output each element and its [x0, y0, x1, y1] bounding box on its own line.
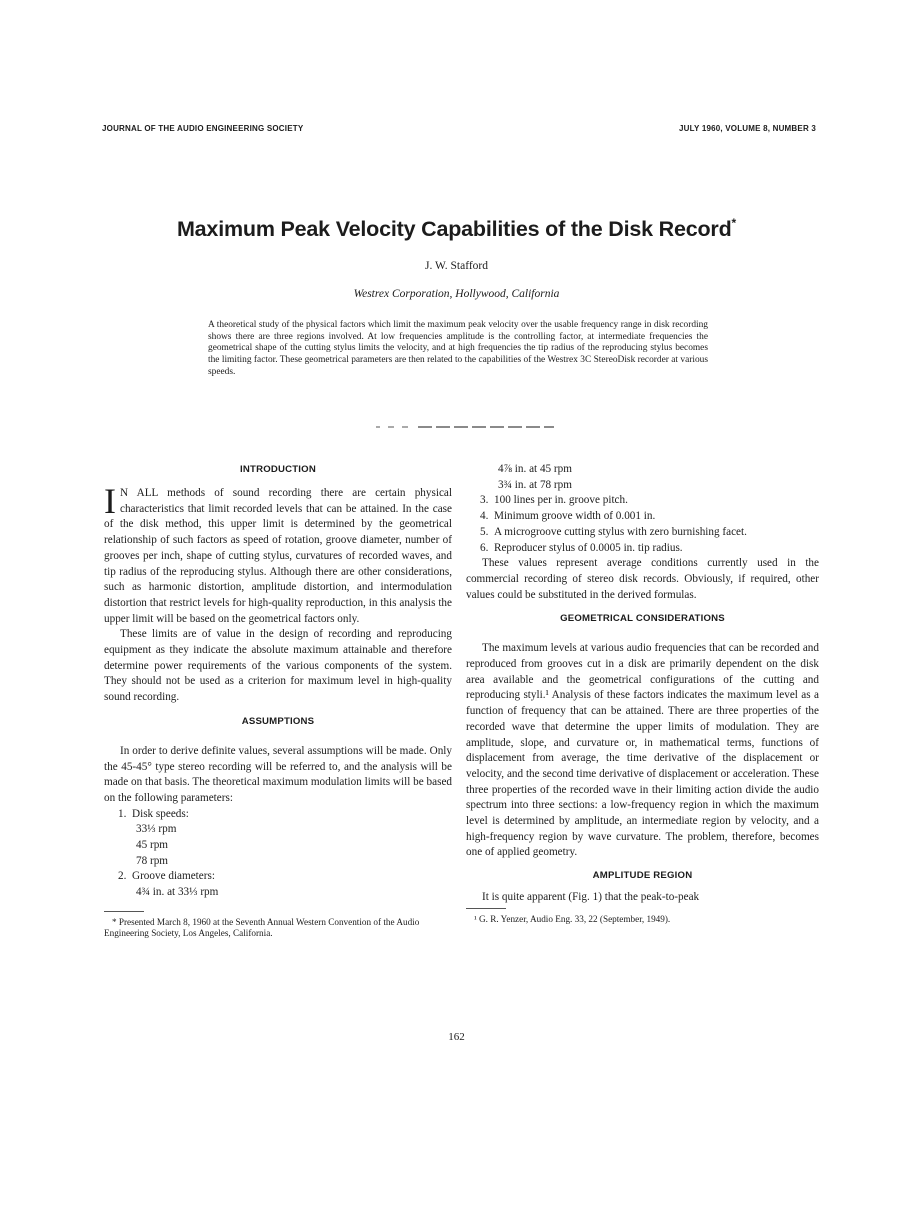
list-subitem: 4⅞ in. at 45 rpm: [498, 463, 572, 475]
list-item-text: Reproducer stylus of 0.0005 in. tip radius.: [494, 541, 683, 554]
title-text: Maximum Peak Velocity Capabilities of the Disk Record: [176, 217, 732, 241]
amplitude-paragraph-1: It is quite apparent (Fig. 1) that the peak-to-peak: [482, 891, 700, 904]
list-item-number: 5.: [480, 525, 489, 538]
list-item-number: 6.: [480, 541, 489, 554]
list-item: [466, 541, 819, 557]
list-item-number: 4.: [480, 510, 489, 523]
list-item-text: Groove diameters:: [132, 870, 215, 883]
list-item-text: Minimum groove width of 0.001 in.: [494, 510, 656, 523]
list-item: [466, 493, 819, 509]
list-subitem: 33⅓ rpm: [136, 823, 177, 836]
list-subitem: 78 rpm: [136, 854, 169, 867]
title-footnote-mark: *: [731, 216, 737, 230]
drop-cap: I: [104, 481, 116, 521]
list-item: [104, 807, 452, 823]
intro-paragraph-1-text: N ALL methods of sound recording there are certain physical characteristics that limit recorded levels that can be attained. In the case of the disk method, this upper limit is determined by the geometrical relationship of such factors as speed of rotation, groove diameter, number of grooves per inch, shape of cutting stylus, curvatures of recorded waves, and tip radius of the reproducing stylus. Although there are other considerations, such as harmonic distortion, amplitude distortion, and intermodulation distortion that restrict levels for high-quality reproduction, in this analysis the upper limit will be based on the geometrical factors only.: [104, 487, 452, 625]
list-item-number: 3.: [480, 494, 489, 507]
heading-assumptions: ASSUMPTIONS: [241, 715, 315, 727]
list-subitem: 45 rpm: [136, 839, 169, 852]
geometrical-paragraph-1: The maximum levels at various audio frequencies that can be recorded and reproduced from grooves cut in a disk are primarily dependent on the disk area available and the geometrical configurations of the cutting and reproducing styli.¹ Analysis of these factors indicates the maximum level as a function of frequency that can be attained. There are three properties of the recorded wave that determine the upper limits of modulation. They are amplitude, slope, and curvature or, in mathematical terms, functions of displacement from average, the time derivative of the displacement or velocity, and the second time derivative of displacement or acceleration. These three properties of the recorded wave in their limiting action divide the audio spectrum into three sections: a low-frequency region in which the maximum level is determined by amplitude, an intermediate region by velocity, and a high-frequency region by wave curvature. The problem, therefore, becomes one of applied geometry.: [466, 642, 819, 859]
running-head-issue: JULY 1960, VOLUME 8, NUMBER 3: [679, 124, 816, 133]
author-affiliation: Westrex Corporation, Hollywood, California: [353, 288, 560, 300]
list-item-number: 1.: [118, 807, 127, 820]
list-item-text: Disk speeds:: [132, 807, 189, 820]
list-item-text: 100 lines per in. groove pitch.: [494, 494, 628, 507]
section-divider: [376, 425, 556, 429]
list-item-number: 2.: [118, 870, 127, 883]
heading-geometrical-considerations: GEOMETRICAL CONSIDERATIONS: [560, 613, 725, 625]
list-item: [466, 509, 819, 525]
list-item: [104, 869, 452, 885]
running-head-journal: JOURNAL OF THE AUDIO ENGINEERING SOCIETY: [102, 124, 304, 133]
intro-paragraph-2: These limits are of value in the design of recording and reproducing equipment as they indicate the absolute maximum attainable and therefore determine power requirements of the various components of the system. They should not be used as a criterion for maximum level in high-quality sound recording.: [104, 628, 452, 704]
author-name: J. W. Stafford: [424, 260, 489, 272]
article-title: [0, 216, 913, 242]
left-column: [104, 462, 452, 940]
footnote-rule: [466, 908, 506, 910]
right-column: [466, 462, 819, 925]
footnote-reference-1: ¹ G. R. Yenzer, Audio Eng. 33, 22 (September, 1949).: [474, 913, 671, 924]
assumptions-paragraph-1: In order to derive definite values, several assumptions will be made. Only the 45-45° type stereo recording will be referred to, and the analysis will be made on that basis. The theoretical maximum modulation limits will be based on the following parameters:: [104, 744, 452, 804]
list-item-text: A microgroove cutting stylus with zero burnishing facet.: [494, 525, 747, 538]
footnote-presented: * Presented March 8, 1960 at the Seventh Annual Western Convention of the Audio Engineering Society, Los Angeles, California.: [104, 916, 420, 939]
abstract: A theoretical study of the physical factors which limit the maximum peak velocity over the usable frequency range in disk recording shows there are three regions involved. At low frequencies amplitude is the controlling factor, at intermediate frequencies the geometrical shape of the cutting stylus limits the velocity, and at high frequencies the tip radius of the reproducing stylus becomes the limiting factor. These geometrical parameters are then related to the capabilities of the Westrex 3C StereoDisk recorder at various speeds.: [208, 320, 708, 377]
heading-introduction: INTRODUCTION: [240, 464, 316, 475]
list-subitem: 4¾ in. at 33⅓ rpm: [136, 886, 219, 899]
list-subitem: 3¾ in. at 78 rpm: [498, 478, 572, 491]
intro-paragraph-1: [104, 481, 452, 627]
heading-amplitude-region: AMPLITUDE REGION: [592, 870, 693, 882]
footnote-rule: [104, 911, 144, 913]
assumptions-paragraph-2: These values represent average conditions currently used in the commercial recording of stereo disk records. Obviously, if required, other values could be substituted in the derived formulas.: [466, 557, 819, 601]
list-item: [466, 525, 819, 541]
page-number: 162: [448, 1031, 465, 1043]
